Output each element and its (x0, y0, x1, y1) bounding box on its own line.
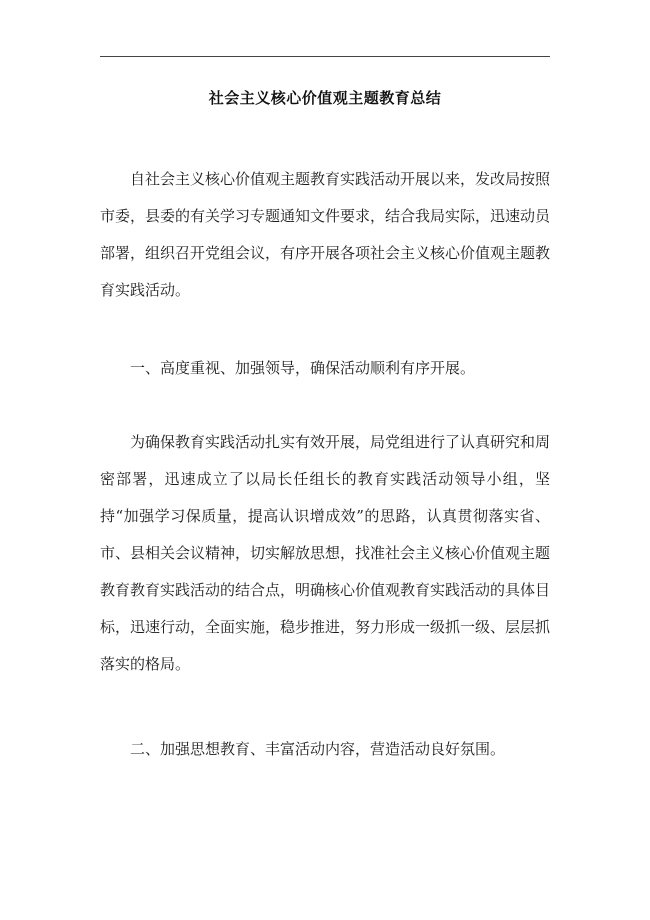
intro-paragraph: 自社会主义核心价值观主题教育实践活动开展以来，发改局按照市委，县委的有关学习专题通知文件要求，结合我局实际，迅速动员部署，组织召开党组会议，有序开展各项社会主义核心价值观主题教育实践活动。 (100, 170, 551, 299)
document-title: 社会主义核心价值观主题教育总结 (208, 89, 442, 107)
section-1-paragraph: 为确保教育实践活动扎实有效开展，局党组进行了认真研究和周密部署，迅速成立了以局长任组长的教育实践活动领导小组，坚持“加强学习保质量，提高认识增成效”的思路，认真贯彻落实省、市、县相关会议精神，切实解放思想，找准社会主义核心价值观主题教育教育实践活动的结合点，明确核心价值观教育实践活动的具体目标，迅速行动，全面实施，稳步推进，努力形成一级抓一级、层层抓落实的格局。 (100, 433, 551, 673)
section-heading-1: 一、高度重视、加强领导，确保活动顺利有序开展。 (130, 359, 476, 377)
section-heading-2: 二、加强思想教育、丰富活动内容，营造活动良好氛围。 (130, 740, 506, 758)
header-rule (100, 56, 550, 57)
